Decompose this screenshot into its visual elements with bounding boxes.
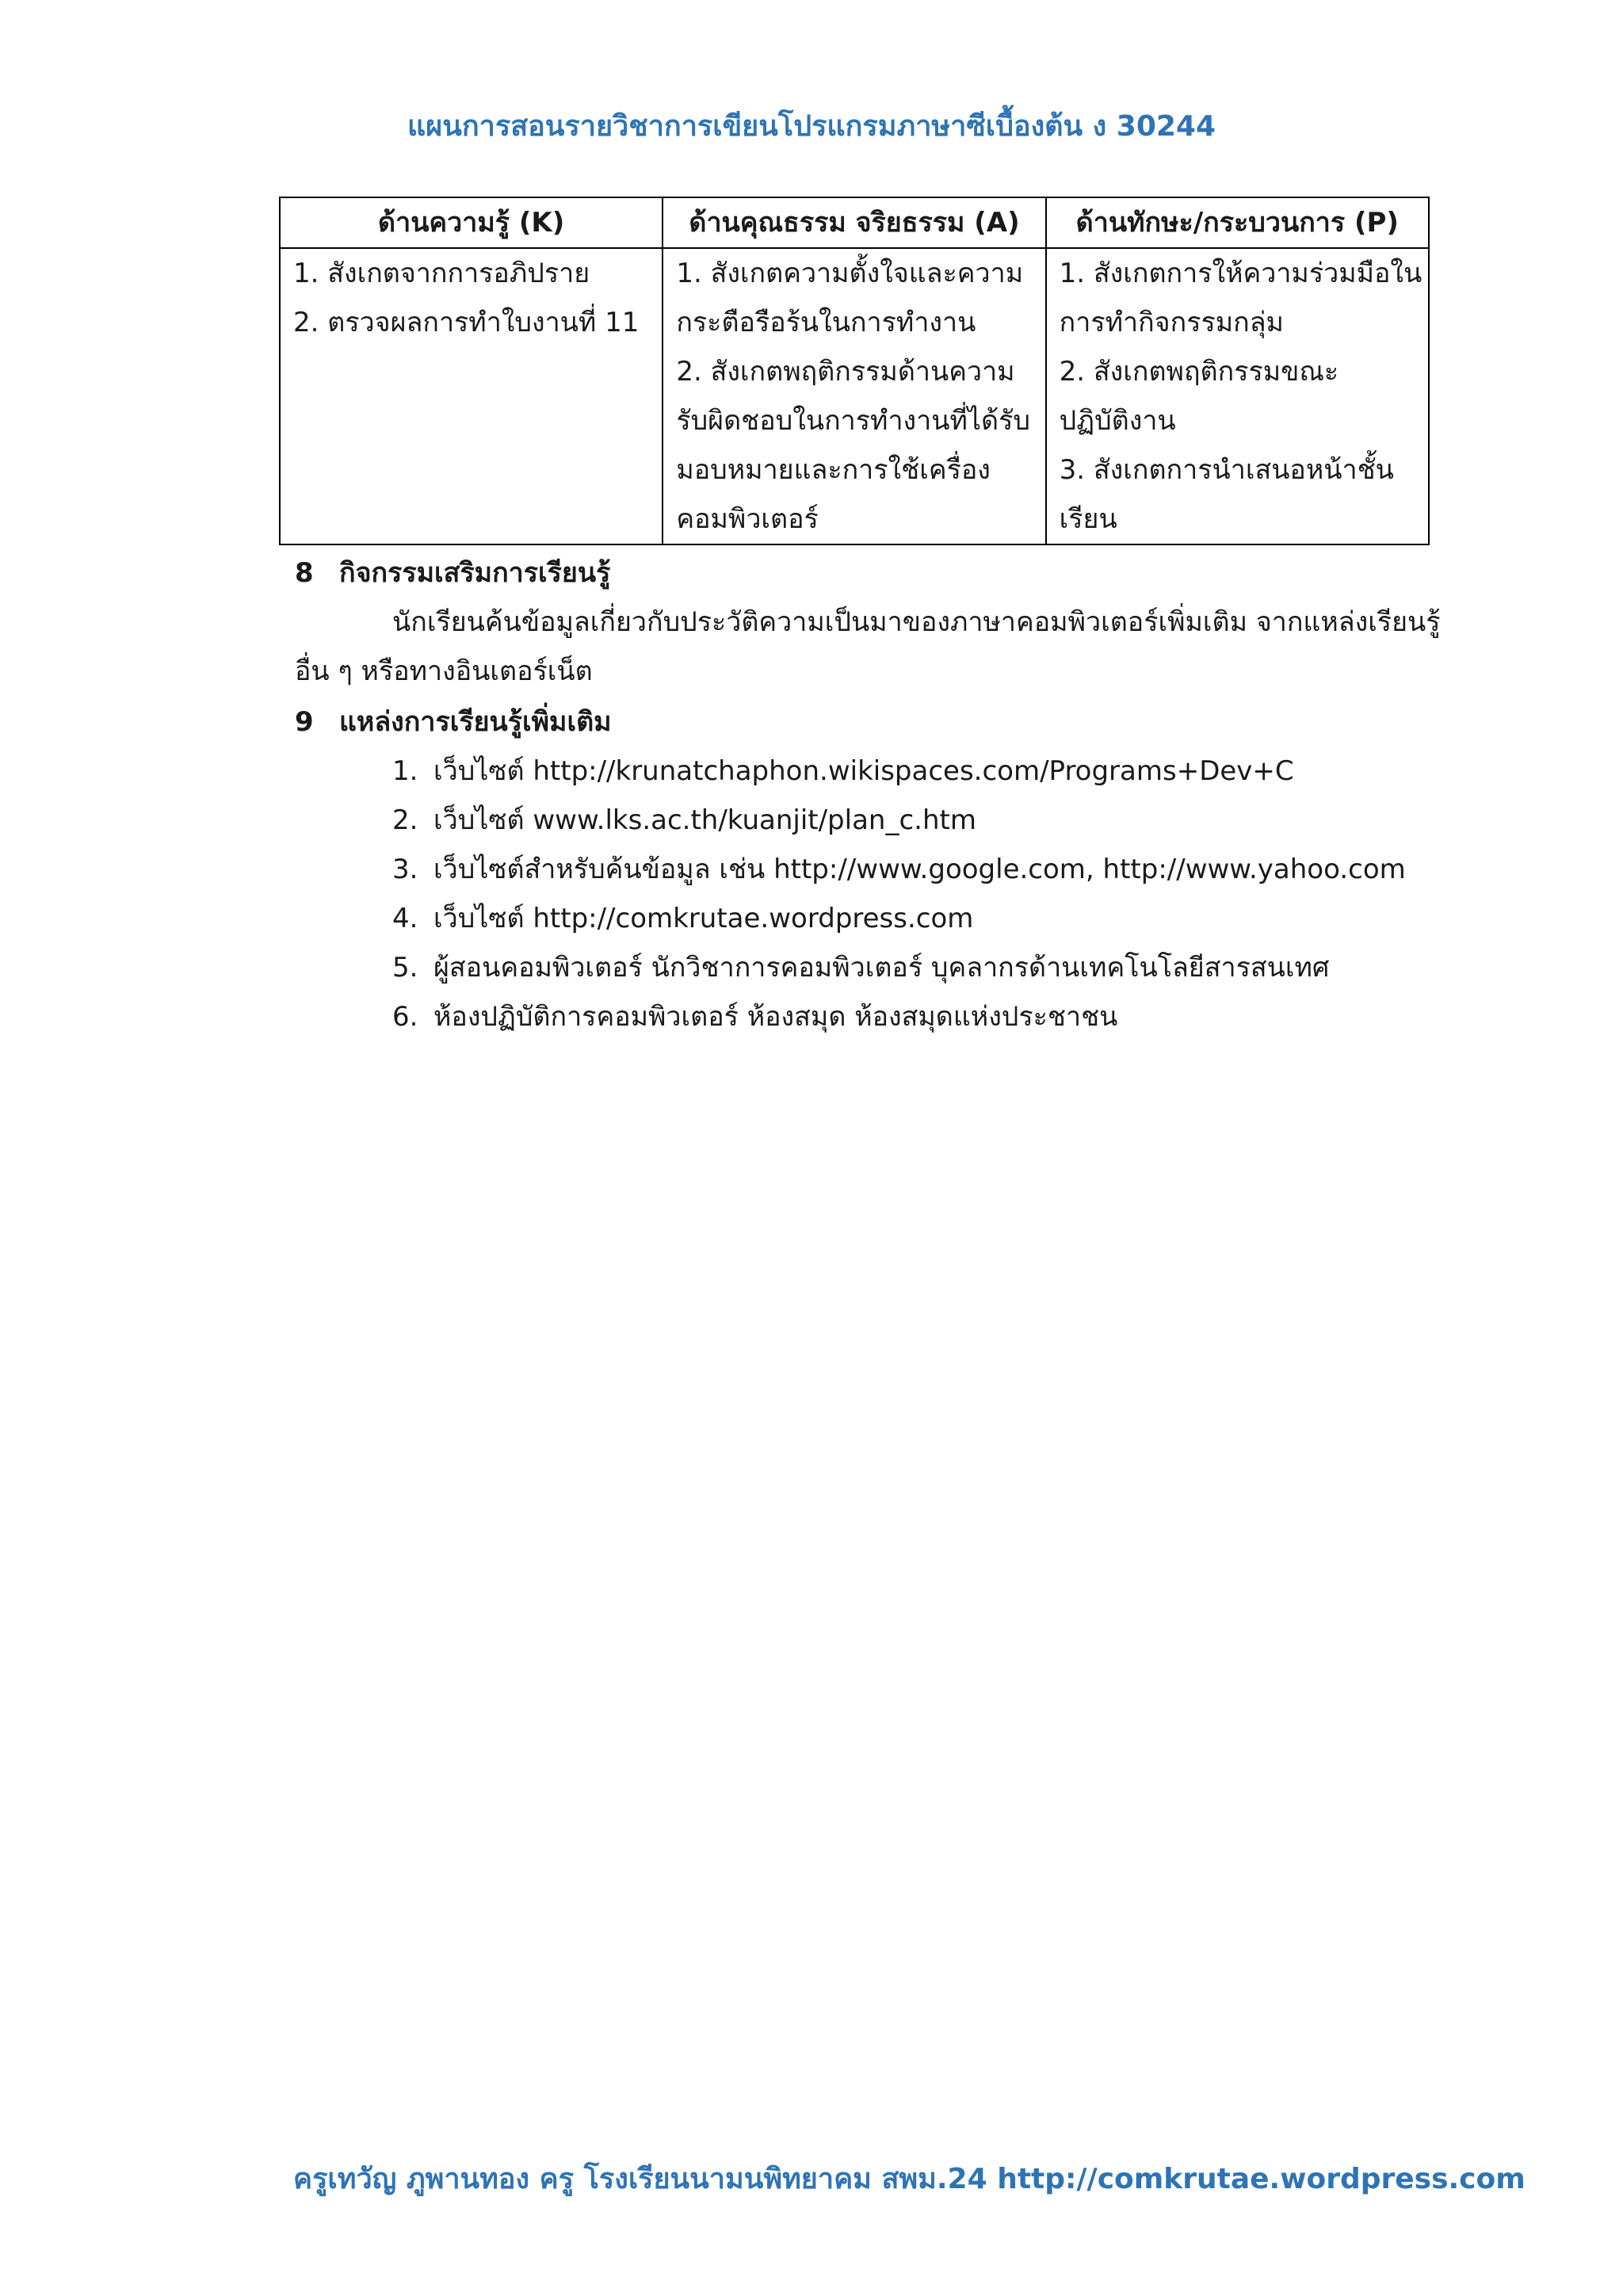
list-index: 3.: [392, 854, 418, 885]
section-number: 9: [295, 706, 314, 738]
section-additional-resources: [295, 697, 1436, 1041]
section-title: กิจกรรมเสริมการเรียนรู้: [339, 557, 611, 589]
cell-line: ปฏิบัติงาน: [1059, 405, 1176, 437]
list-item: [295, 845, 1436, 894]
list-item: [295, 894, 1436, 943]
cell-line: 2. ตรวจผลการทำใบงานที่ 11: [293, 307, 640, 338]
page-header-title: แผนการสอนรายวิชาการเขียนโปรแกรมภาษาซีเบื้องต้น ง 30244: [407, 110, 1216, 143]
cell-line: เรียน: [1059, 503, 1117, 535]
cell-line: การทำกิจกรรมกลุ่ม: [1059, 307, 1284, 338]
list-item-text: เว็บไซต์สำหรับค้นข้อมูล เช่น http://www.google.com, http://www.yahoo.com: [433, 854, 1406, 885]
paragraph-line: นักเรียนค้นข้อมูลเกี่ยวกับประวัติความเป็นมาของภาษาคอมพิวเตอร์เพิ่มเติม จากแหล่งเรียนรู้: [392, 606, 1441, 638]
assessment-table: [279, 197, 1430, 545]
list-item-text: เว็บไซต์ www.lks.ac.th/kuanjit/plan_c.htm: [433, 804, 976, 836]
section-number: 8: [295, 557, 314, 589]
list-item: [295, 747, 1436, 796]
section-heading: [295, 548, 1436, 598]
cell-knowledge: [280, 248, 663, 544]
cell-line: คอมพิวเตอร์: [676, 503, 819, 535]
list-index: 4.: [392, 903, 418, 934]
list-item: [295, 796, 1436, 845]
column-header-ethics: ด้านคุณธรรม จริยธรรม (A): [663, 197, 1045, 248]
list-item-text: ห้องปฏิบัติการคอมพิวเตอร์ ห้องสมุด ห้องสมุดแห่งประชาชน: [433, 1001, 1118, 1033]
page-footer: ครูเทวัญ ภูพานทอง ครู โรงเรียนนามนพิทยาคม สพม.24 http://comkrutae.wordpress.com: [293, 2163, 1526, 2195]
cell-line: 1. สังเกตความตั้งใจและความ: [676, 258, 1024, 289]
cell-line: 2. สังเกตพฤติกรรมขณะ: [1059, 356, 1339, 388]
paragraph-line: อื่น ๆ หรือทางอินเตอร์เน็ต: [295, 655, 593, 687]
list-item: [295, 992, 1436, 1041]
cell-line: 1. สังเกตการให้ความร่วมมือใน: [1059, 258, 1423, 289]
list-item: [295, 943, 1436, 992]
cell-line: 3. สังเกตการนำเสนอหน้าชั้น: [1059, 454, 1394, 486]
cell-line: 1. สังเกตจากการอภิปราย: [293, 258, 590, 289]
section-enrichment-activities: [295, 548, 1441, 696]
column-header-skills: ด้านทักษะ/กระบวนการ (P): [1046, 197, 1429, 248]
section-heading: [295, 697, 1436, 747]
column-header-knowledge: ด้านความรู้ (K): [280, 197, 663, 248]
list-index: 6.: [392, 1001, 418, 1033]
cell-line: รับผิดชอบในการทำงานที่ได้รับ: [676, 405, 1030, 437]
list-index: 1.: [392, 755, 418, 787]
table-row: [280, 248, 1429, 544]
table-header-row: [280, 197, 1429, 248]
cell-line: 2. สังเกตพฤติกรรมด้านความ: [676, 356, 1015, 388]
resource-list: [295, 747, 1436, 1041]
cell-skills: [1046, 248, 1429, 544]
list-item-text: เว็บไซต์ http://krunatchaphon.wikispaces.com/Programs+Dev+C: [433, 755, 1294, 787]
list-item-text: เว็บไซต์ http://comkrutae.wordpress.com: [433, 903, 974, 934]
cell-ethics: [663, 248, 1045, 544]
cell-line: กระตือรือร้นในการทำงาน: [676, 307, 976, 338]
list-item-text: ผู้สอนคอมพิวเตอร์ นักวิชาการคอมพิวเตอร์ บุคลากรด้านเทคโนโลยีสารสนเทศ: [433, 952, 1330, 984]
section-title: แหล่งการเรียนรู้เพิ่มเติม: [339, 706, 612, 738]
cell-line: มอบหมายและการใช้เครื่อง: [676, 454, 991, 486]
list-index: 5.: [392, 952, 418, 984]
list-index: 2.: [392, 804, 418, 836]
